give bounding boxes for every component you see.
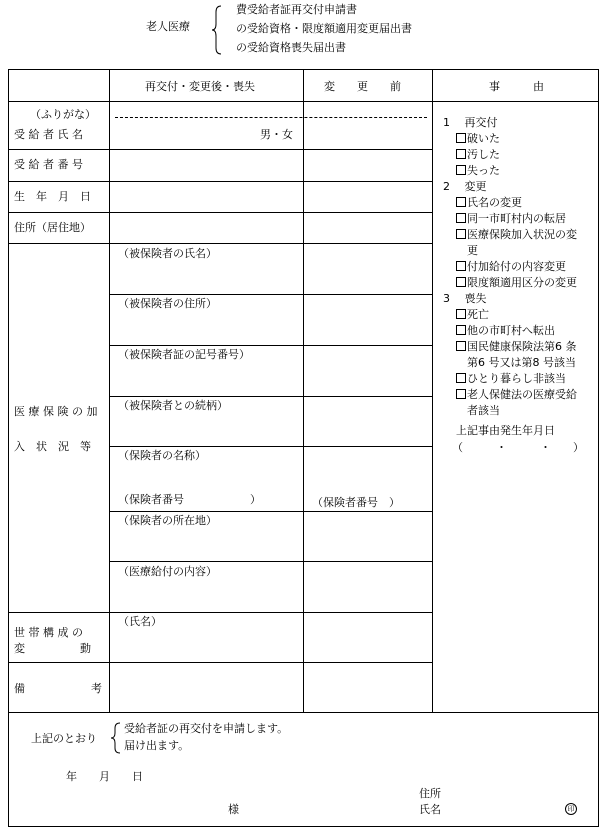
footer-brace-icon [110, 721, 122, 755]
checkbox-icon [456, 389, 466, 399]
field-insured-name: （被保険者の氏名） [118, 247, 217, 260]
label-household-1: 世 帯 構 成 の [14, 626, 83, 639]
field-insurer-name: （保険者の名称） [118, 449, 206, 462]
field-insurer-address: （保険者の所在地） [118, 514, 217, 527]
label-insurance-1: 医 療 保 険 の 加 [14, 405, 98, 418]
label-address: 住所（居住地） [14, 221, 91, 234]
footer-address-label: 住所 [419, 787, 441, 800]
label-insurance-2: 入 状 況 等 [14, 440, 91, 453]
reason-date-value[interactable]: （ ・ ・ ） [452, 441, 584, 454]
checkbox-death[interactable]: 死亡 [456, 307, 489, 323]
checkbox-icon [456, 309, 466, 319]
reason-continuation: 更 [467, 244, 478, 257]
checkbox-not-alone[interactable]: ひとり暮らし非該当 [456, 371, 566, 387]
checkbox-icon [456, 261, 466, 271]
checkbox-icon [456, 149, 466, 159]
footer-date[interactable]: 年 月 日 [66, 770, 143, 783]
sex-choice[interactable]: 男・女 [260, 128, 293, 141]
label-household-2: 変 動 [14, 642, 91, 655]
label-furigana: （ふりがな） [30, 108, 96, 121]
checkbox-lost[interactable]: 失った [456, 163, 500, 179]
footer-option-notify[interactable]: 届け出ます。 [124, 739, 190, 752]
checkbox-icon [456, 213, 466, 223]
checkbox-icon [456, 229, 466, 239]
footer-intro: 上記のとおり [31, 732, 97, 745]
reason-nhi-continuation: 第6 号又は第8 号該当 [467, 356, 576, 369]
checkbox-limit-change[interactable]: 限度額適用区分の変更 [456, 275, 577, 291]
checkbox-icon [456, 133, 466, 143]
reason-section-reissue: 1 再交付 [443, 116, 498, 129]
checkbox-icon [456, 373, 466, 383]
checkbox-soiled[interactable]: 汚した [456, 147, 500, 163]
checkbox-name-change[interactable]: 氏名の変更 [456, 195, 522, 211]
checkbox-icon [456, 341, 466, 351]
footer-addressee: 様 [228, 803, 239, 816]
col-header-reason: 事 由 [489, 80, 544, 93]
label-remarks: 備 考 [14, 682, 102, 695]
checkbox-benefit-change[interactable]: 付加給付の内容変更 [456, 259, 566, 275]
checkbox-torn[interactable]: 破いた [456, 131, 500, 147]
reason-section-loss: 3 喪失 [443, 292, 487, 305]
label-recipient-number: 受 給 者 番 号 [14, 158, 83, 171]
checkbox-elderly-act[interactable]: 老人保健法の医療受給 [456, 387, 577, 403]
field-relation: （被保険者との続柄） [118, 399, 228, 412]
field-household-name: （氏名） [118, 615, 162, 628]
label-recipient-name: 受 給 者 氏 名 [14, 128, 83, 141]
form-title-1: 費受給者証再交付申請書 [236, 3, 357, 16]
reason-elderly-continuation: 者該当 [467, 404, 500, 417]
footer-option-reissue[interactable]: 受給者証の再交付を申請します。 [124, 722, 289, 735]
field-card-number: （被保険者証の記号番号） [118, 348, 250, 361]
header-brace-icon [210, 4, 224, 56]
checkbox-insurance-change[interactable]: 医療保険加入状況の変 [456, 227, 577, 243]
reason-section-change: 2 変更 [443, 180, 487, 193]
label-birth-date: 生 年 月 日 [14, 190, 91, 203]
field-insurer-number-before: （保険者番号 ） [312, 496, 400, 509]
form-title-3: の受給資格喪失届出書 [236, 41, 346, 54]
col-header-after: 再交付・変更後・喪失 [145, 80, 255, 93]
checkbox-icon [456, 277, 466, 287]
form-prefix: 老人医療 [146, 20, 190, 33]
checkbox-move-within[interactable]: 同一市町村内の転居 [456, 211, 566, 227]
checkbox-nhi[interactable]: 国民健康保険法第6 条 [456, 339, 577, 355]
footer-name-label: 氏名 [419, 803, 441, 816]
seal-icon: 印 [565, 803, 577, 815]
checkbox-move-out[interactable]: 他の市町村へ転出 [456, 323, 555, 339]
form-title-2: の受給資格・限度額適用変更届出書 [236, 22, 412, 35]
checkbox-icon [456, 325, 466, 335]
col-header-before: 変 更 前 [324, 80, 401, 93]
checkbox-icon [456, 165, 466, 175]
field-insured-address: （被保険者の住所） [118, 297, 217, 310]
field-benefit: （医療給付の内容） [118, 565, 217, 578]
field-insurer-number: （保険者番号 ） [118, 493, 261, 506]
checkbox-icon [456, 197, 466, 207]
reason-date-label: 上記事由発生年月日 [456, 424, 555, 437]
